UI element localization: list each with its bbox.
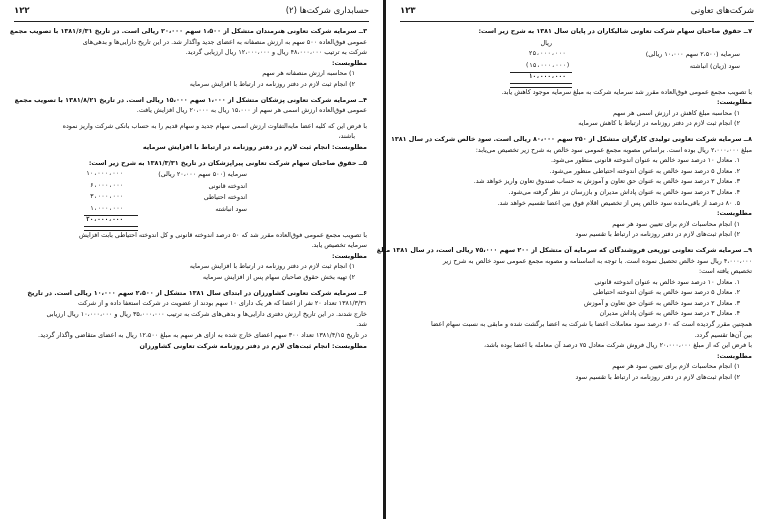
- requirement-item: ۲) انجام ثبت لازم در دفتر روزنامه در ارتباط با افزایش سرمایه: [189, 79, 355, 88]
- exercise-8-line: ۸ــ سرمایه شرکت تعاونی تولیدی کارگران متشکل از ۲۵۰ سهم ۸۰،۰۰۰ ریالی است. سود خالص شرکت در سال ۱۳۸۱: [390, 134, 752, 143]
- requirement-title: مطلوبست:: [716, 98, 752, 107]
- allocation-item: ۴. معادل ۳ درصد سود خالص به عنوان پاداش مدیران و بازرسان در نظر گرفته می‌شود.: [508, 187, 740, 196]
- table-row: [16, 182, 367, 194]
- exercise-9-line: ۹ــ سرمایه شرکت تعاونی توزیعی فروشندگان که سرمایه آن متشکل از ۲۰۰ سهم ۷۵،۰۰۰ ریالی است، در سال ۱۳۸۱ مبلغ: [376, 245, 752, 254]
- row-value: ۲۵،۰۰۰،۰۰۰: [528, 50, 566, 58]
- table-row: [16, 205, 367, 217]
- exercise-7-intro: ۷ــ حقوق صاحبان سهام شرکت تعاونی شالیکاران در پایان سال ۱۳۸۱ به شرح زیر است:: [478, 27, 752, 35]
- row-value: (۱۵،۰۰۰،۰۰۰): [525, 61, 570, 69]
- exercise-5-intro: ۵ــ حقوق صاحبان سهام شرکت تعاونی پیراپزشکان در تاریخ ۱۳۸۱/۳/۳۱ به شرح زیر است:: [88, 158, 367, 167]
- exercise-9-line: همچنین مقرر گردیده است که ۶۰ درصد سود معاملات اعضا با شرکت به اعضا برگشت شده و مابقی به نسبت سهام اعضا: [430, 320, 752, 329]
- row-label: سرمایه (۲،۵۰۰ سهم ۱۰،۰۰۰ ریالی): [645, 50, 740, 59]
- requirement-inline: مطلوبست: انجام ثبت‌های لازم در دفتر روزنامه شرکت تعاونی کشاورزان: [139, 341, 367, 350]
- table-row: [16, 193, 367, 205]
- allocation-item: ۲. معادل ۵ درصد سود خالص به عنوان اندوخته احتیاطی منظور می‌شود.: [549, 166, 740, 175]
- requirement-inline: مطلوبست: انجام ثبت لازم در دفتر روزنامه در ارتباط با افزایش سرمایه: [142, 142, 367, 151]
- exercise-5-line: سرمایه تخصیص یابد.: [311, 241, 367, 250]
- row-label: اندوخته قانونی: [208, 181, 247, 190]
- table-total-row: [16, 216, 367, 228]
- exercise-3-line: ۳ــ سرمایه شرکت تعاونی هنرمندان متشکل از ۱،۵۰۰ سهم ۲۰،۰۰۰ ریالی است. در تاریخ ۱۳۸۱/۶/۳۱ با تصویب مجمع: [9, 27, 367, 35]
- exercise-6-line: شد.: [356, 320, 367, 329]
- left-running-title: حسابداری شرکت‌ها (۲): [285, 6, 369, 16]
- requirement-item: ۲) انجام ثبت لازم در دفتر روزنامه در ارتباط با کاهش سرمایه: [578, 119, 740, 128]
- requirement-item: ۱) انجام ثبت لازم در دفتر روزنامه در ارتباط با افزایش سرمایه: [189, 262, 355, 271]
- row-label: سود انباشته: [215, 204, 247, 213]
- assumption-line: باشند،: [338, 132, 355, 141]
- unit-label: ریال: [540, 38, 552, 47]
- allocation-item: ۳. معادل ۲ درصد سود خالص به عنوان حق تعاون و آموزش به حساب صندوق تعاون واریز خواهد شد.: [473, 177, 740, 186]
- table-row: [402, 50, 752, 62]
- table-unit-row: [402, 39, 752, 51]
- requirement-item: ۲) انجام ثبت‌های لازم در دفتر روزنامه در ارتباط با تقسیم سود: [575, 230, 740, 239]
- exercise-4-line: عمومی فوق‌العاده ارزش اسمی هر سهم از ۱۵،۰۰۰ ریال به ۲۰،۰۰۰ ریال افزایش یافت.: [136, 106, 367, 115]
- right-page-number: ۱۲۳: [400, 6, 416, 16]
- row-value: ۱۰،۰۰۰،۰۰۰: [86, 170, 124, 178]
- table-total: ۲۰،۰۰۰،۰۰۰: [86, 216, 124, 224]
- left-page-header: [14, 6, 369, 20]
- total-double-rule: [510, 83, 572, 88]
- exercise-3-line: شرکت به ترتیب ۴۸،۰۰۰،۰۰۰ ریال و ۱۲،۰۰۰،۰۰۰ ریال ارزیابی گردید.: [185, 48, 367, 57]
- left-page: [0, 0, 383, 519]
- allocation-item: ۳. معادل ۲ درصد سود خالص به عنوان حق تعاون و آموزش: [583, 298, 740, 307]
- exercise-8-line: مبلغ ۲،۰۰۰،۰۰۰ ریال بوده است. براساس مصوبه مجمع عمومی سود خالص به شرح زیر تخصیص می‌یابد:: [475, 145, 752, 154]
- exercise-6-line: ۱۳۸۱/۳/۳۱ تعداد ۲۰ نفر از اعضا که هر یک دارای ۱۰ سهم بودند از عضویت در شرکت استعفا داده و از شرکت: [77, 299, 367, 308]
- left-page-body: [9, 26, 367, 351]
- row-label: سرمایه (۵۰۰ سهم ۲۰،۰۰۰ ریالی): [158, 170, 247, 179]
- total-double-rule: [84, 226, 138, 231]
- exercise-4-line: ۴ــ سرمایه شرکت تعاونی پزشکان متشکل از ۱،۰۰۰ سهم ۱۵،۰۰۰ ریالی است. در تاریخ ۱۳۸۱/۸/۲۱ با تصویب مجمع: [14, 95, 367, 104]
- exercise-9-line: تخصیص یافته است:: [699, 267, 752, 276]
- exercise-3-line: عمومی فوق‌العاده ۵۰۰ سهم به ارزش منصفانه به اعضای جدید واگذار شد. در این تاریخ دارایی‌ها و بدهی‌های: [82, 37, 367, 46]
- right-page-header: [400, 6, 754, 20]
- requirement-item: ۲) انجام ثبت‌های لازم در دفتر روزنامه در ارتباط با تقسیم سود: [575, 373, 740, 382]
- row-label: سود (زیان) انباشته: [689, 61, 740, 70]
- equity-table-5: [16, 170, 367, 228]
- requirement-title: مطلوبست:: [331, 251, 367, 260]
- assumption-line: با فرض این که کلیه اعضا مابه‌التفاوت ارزش اسمی سهام جدید و سهام قدیم را به حساب بانکی شرکت واریز نموده: [62, 121, 367, 130]
- exercise-6-line: خارج شدند. در این تاریخ ارزش دفتری دارایی‌ها و بدهی‌های شرکت به ترتیب ۳۵،۰۰۰،۰۰۰ ریال و ۱۰،۰۰۰،۰۰۰ ریال ارزیابی: [46, 309, 367, 318]
- right-page-body: [376, 26, 752, 383]
- allocation-item: ۵. ۸۰ درصد از باقی‌مانده سود خالص پس از تخصیص اقلام فوق بین اعضا تقسیم خواهد شد.: [497, 198, 740, 207]
- left-header-rule: [14, 21, 369, 22]
- exercise-5-line: با تصویب مجمع عمومی فوق‌العاده مقرر شد که ۵۰ درصد اندوخته قانونی و کل اندوخته احتیاطی بابت افزایش: [79, 230, 367, 239]
- right-running-title: شرکت‌های تعاونی: [690, 6, 754, 16]
- requirement-title: مطلوبست:: [716, 209, 752, 218]
- right-header-rule: [400, 21, 754, 22]
- exercise-7-line: با تصویب مجمع عمومی فوق‌العاده مقرر شد سرمایه شرکت به مبلغ سرمایه موجود کاهش یابد.: [501, 87, 752, 96]
- equity-table-7: [402, 39, 752, 85]
- requirement-item: ۱) محاسبه ارزش منصفانه هر سهم: [262, 69, 355, 78]
- exercise-6-line: در تاریخ ۱۳۸۱/۴/۱۵ تعداد ۳۰۰ سهم اعضای خارج شده به ازای هر سهم به مبلغ ۱۲،۵۰۰ ریال به اعضای متقاضی واگذار گردید.: [38, 330, 367, 339]
- row-value: ۳،۰۰۰،۰۰۰: [90, 193, 124, 201]
- allocation-item: ۱. معادل ۱۰ درصد سود خالص به عنوان اندوخته قانونی منظور می‌شود.: [551, 156, 740, 165]
- allocation-item: ۱. معادل ۱۰ درصد سود خالص به عنوان اندوخته قانونی: [594, 277, 740, 286]
- right-page: [376, 0, 768, 519]
- table-total: ۱۰،۰۰۰،۰۰۰: [528, 73, 566, 81]
- requirement-item: ۱) انجام محاسبات لازم برای تعیین سود هر سهم: [612, 362, 740, 371]
- allocation-item: ۲. معادل ۵ درصد سود خالص به عنوان اندوخته احتیاطی: [593, 288, 740, 297]
- row-label: اندوخته احتیاطی: [203, 193, 247, 202]
- exercise-9-line: بین آن‌ها تقسیم گردد.: [694, 330, 752, 339]
- left-page-number: ۱۲۲: [14, 6, 30, 16]
- requirement-title: مطلوبست:: [716, 351, 752, 360]
- exercise-6-line: ۶ــ سرمایه شرکت تعاونی کشاورزان در ابتدای سال ۱۳۸۱ متشکل از ۲،۵۰۰ سهم ۱۰،۰۰۰ ریالی است. در تاریخ: [27, 288, 367, 297]
- exercise-9-line: با فرض این که از مبلغ ۲۰،۰۰۰،۰۰۰ ریال فروش شرکت معادل ۷۵ درصد آن معامله با اعضا بوده باشد،: [484, 341, 752, 350]
- requirement-title: مطلوبست:: [331, 58, 367, 67]
- requirement-item: ۱) انجام محاسبات لازم برای تعیین سود هر سهم: [612, 219, 740, 228]
- table-total-row: [402, 73, 752, 85]
- exercise-9-line: ۴،۰۰۰،۰۰۰ ریال سود خالص تحصیل نموده است. با توجه به اساسنامه و مصوبه مجمع عمومی سود خالص به شرح زیر: [442, 256, 752, 265]
- table-row: [16, 170, 367, 182]
- allocation-item: ۴. معادل ۳ درصد سود خالص به عنوان پاداش مدیران: [599, 309, 740, 318]
- row-value: ۶،۰۰۰،۰۰۰: [90, 181, 124, 189]
- requirement-item: ۱) محاسبه مبلغ کاهش در ارزش اسمی هر سهم: [612, 108, 740, 117]
- requirement-item: ۲) تهیه بخش حقوق صاحبان سهام پس از افزایش سرمایه: [202, 273, 355, 281]
- table-row: [402, 62, 752, 74]
- row-value: ۱،۰۰۰،۰۰۰: [90, 204, 124, 212]
